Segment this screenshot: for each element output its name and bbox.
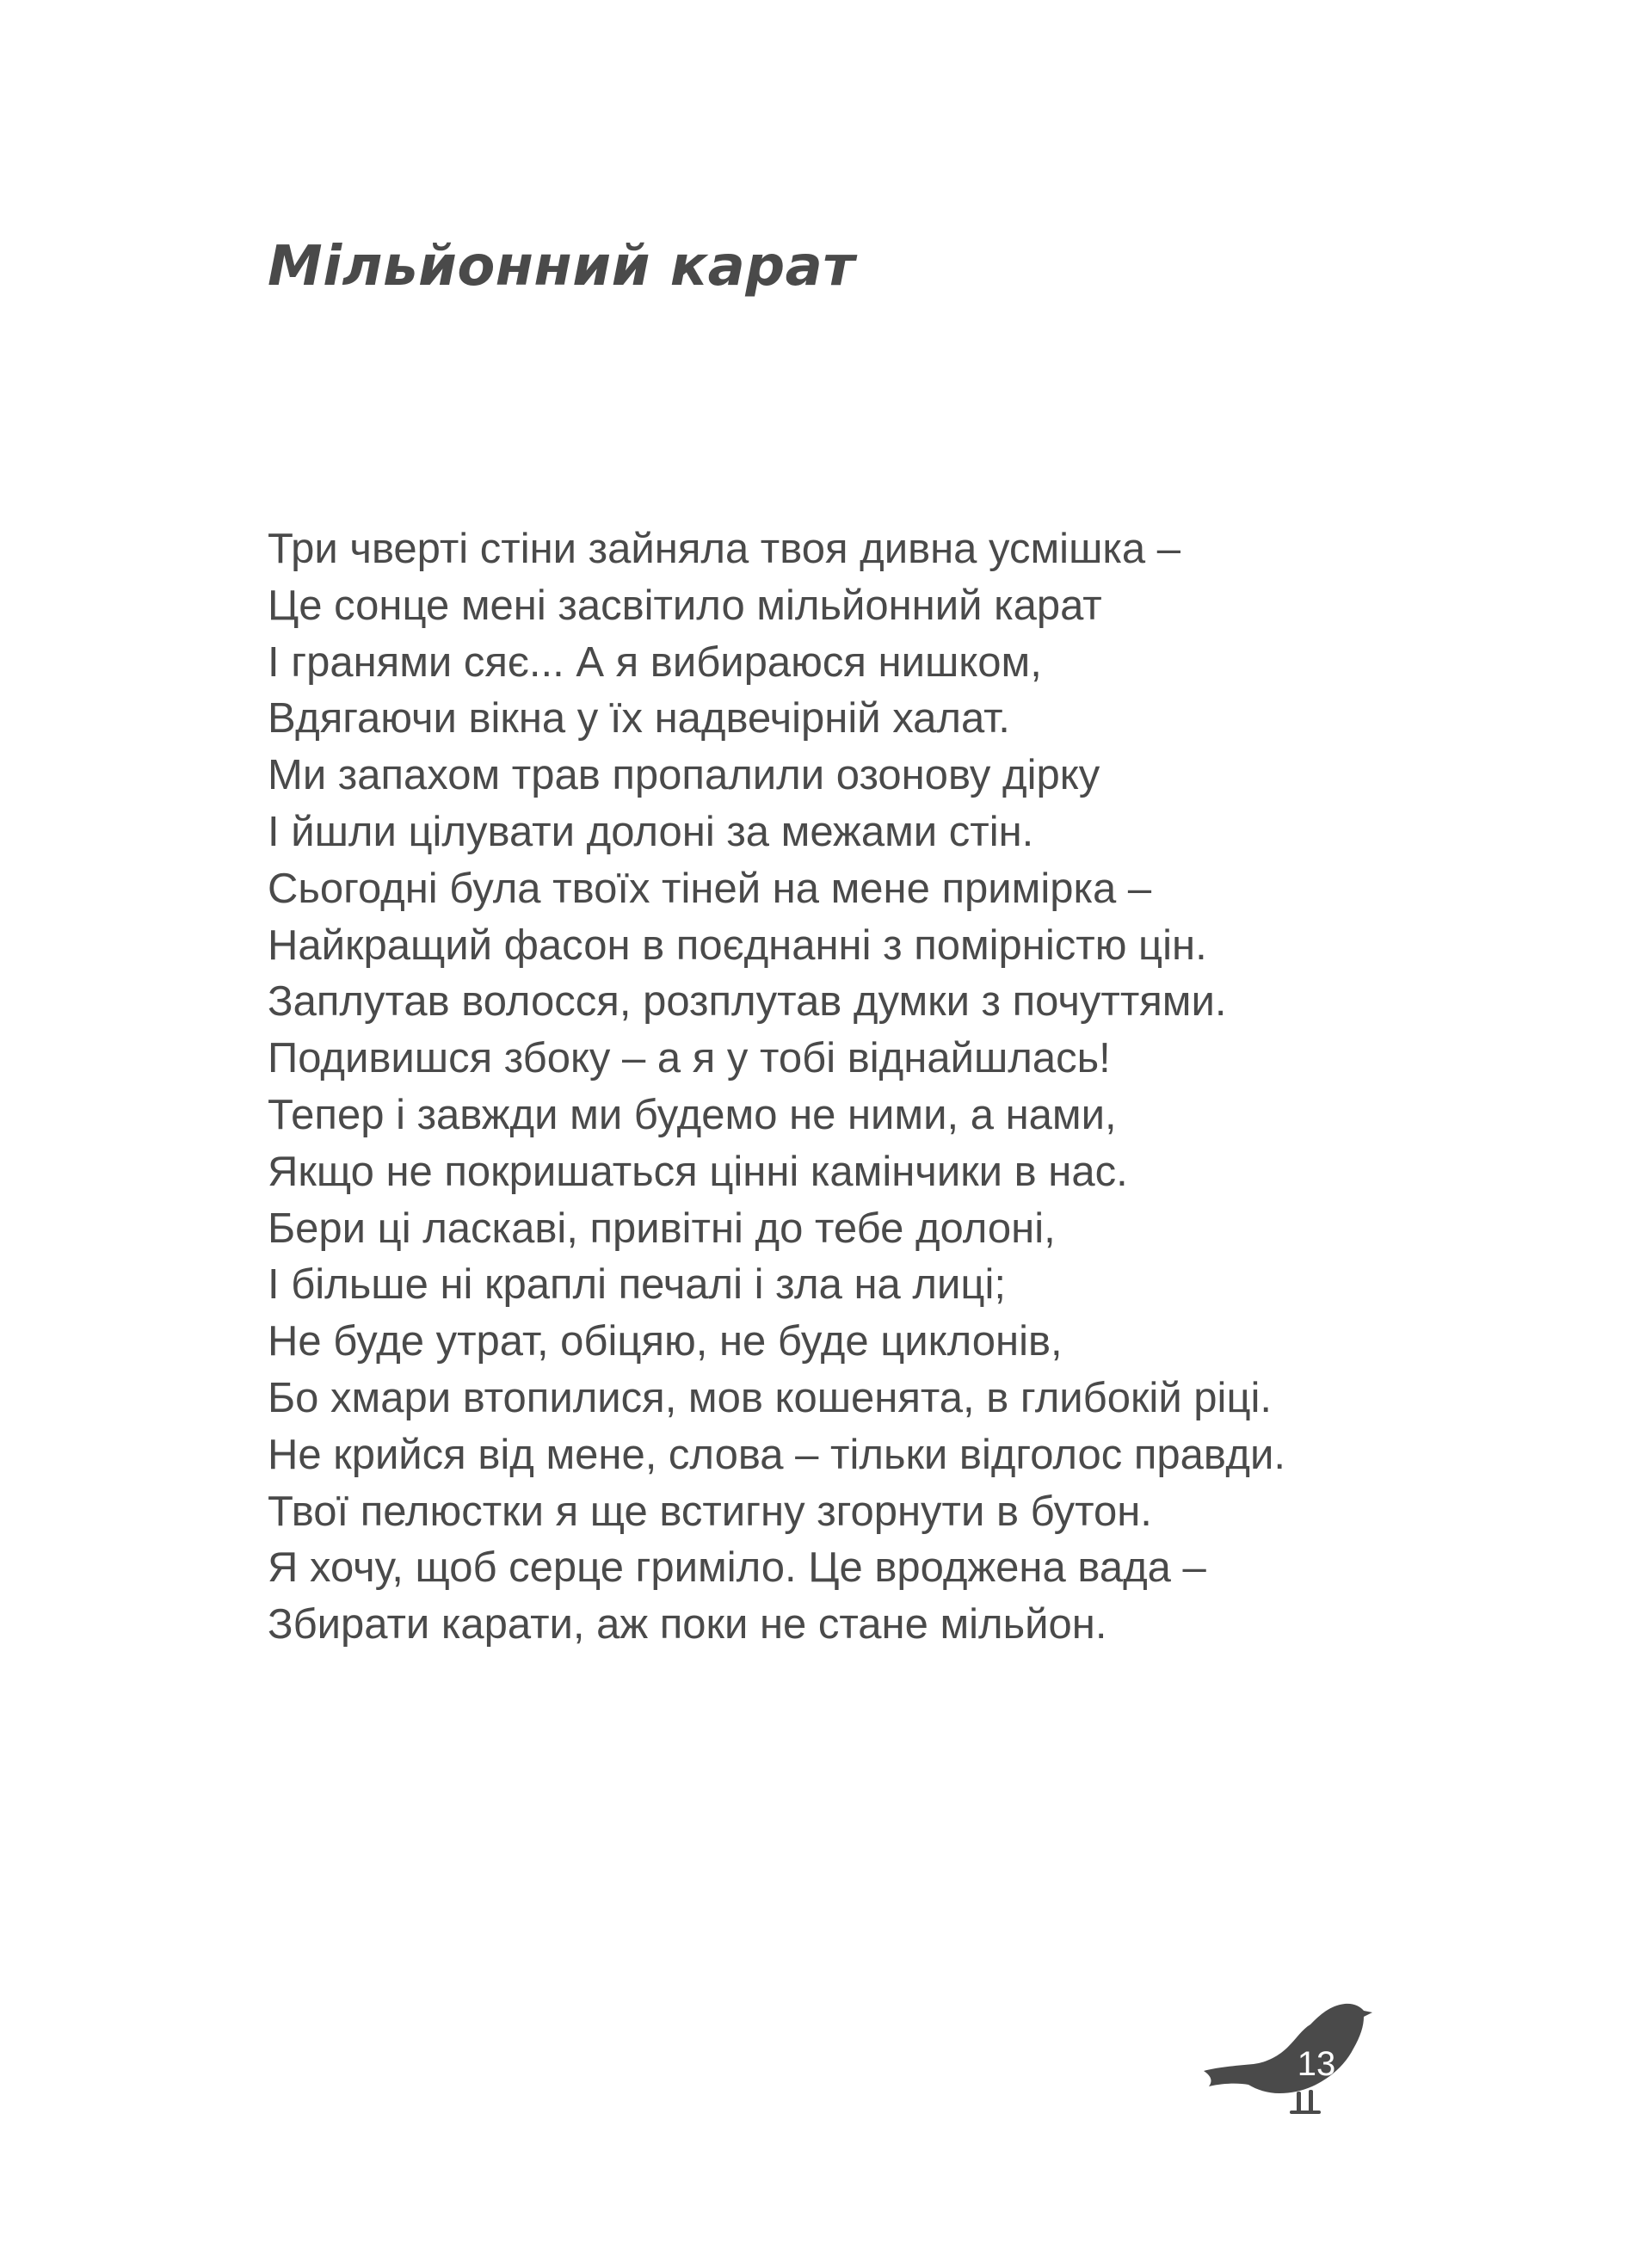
poem-line: Бери ці ласкаві, привітні до тебе долоні, [268, 1205, 1056, 1252]
poem-line: І гранями сяє... А я вибираюся нишком, [268, 638, 1042, 686]
poem-line: Твої пелюстки я ще встигну згорнути в бутон. [268, 1488, 1152, 1535]
poem-line: Найкращий фасон в поєднанні з помірністю цін. [268, 921, 1207, 969]
poem-line: Я хочу, щоб серце гриміло. Це вроджена вада – [268, 1544, 1206, 1592]
poem-line: Це сонце мені засвітило мільйонний карат [268, 582, 1102, 629]
poem-line: Тепер і завжди ми будемо не ними, а нами, [268, 1091, 1117, 1138]
poem-line: Збирати карати, аж поки не стане мільйон. [268, 1601, 1107, 1648]
poem-line: Заплутав волосся, розплутав думки з почуттями. [268, 978, 1227, 1026]
poem-line: Ми запахом трав пропалили озонову дірку [268, 752, 1100, 799]
poem-line: Сьогодні була твоїх тіней на мене примірка – [268, 865, 1152, 912]
poem-line: І більше ні краплі печалі і зла на лиці; [268, 1261, 1006, 1309]
poem-line: Бо хмари втопилися, мов кошенята, в глибокій ріці. [268, 1374, 1273, 1421]
poem-line: Якщо не покришаться цінні камінчики в нас. [268, 1148, 1128, 1195]
poem-line: Подивишся збоку – а я у тобі віднайшлась! [268, 1035, 1111, 1082]
page-number: 13 [1297, 2045, 1336, 2083]
poem-line: Вдягаючи вікна у їх надвечірній халат. [268, 695, 1010, 743]
poem-line: Не буде утрат, обіцяю, не буде циклонів, [268, 1318, 1063, 1365]
poem-line: Три чверті стіни зайняла твоя дивна усмішка – [268, 526, 1181, 572]
poem-title: Мільйонний карат [268, 235, 855, 299]
poem-line: Не крийся від мене, слова – тільки відголос правди. [268, 1431, 1285, 1478]
poem-line: І йшли цілувати долоні за межами стін. [268, 808, 1034, 855]
poem-body [268, 521, 1472, 1654]
